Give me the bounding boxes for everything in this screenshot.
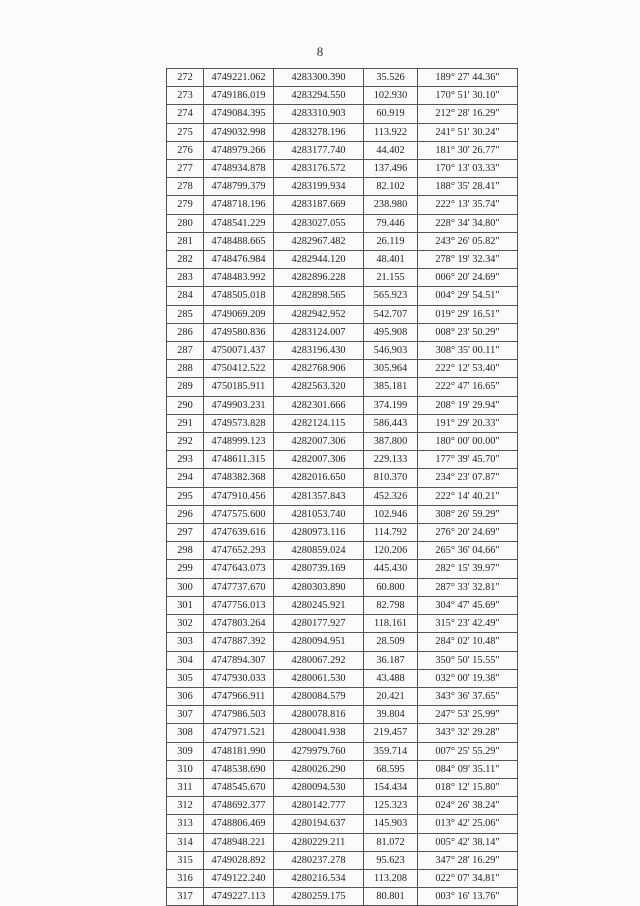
y-coordinate-cell: 4283294.550	[274, 87, 364, 105]
point-number-cell: 314	[167, 833, 204, 851]
table-row	[167, 596, 518, 614]
table-row	[167, 378, 518, 396]
bearing-cell: 024° 26' 38.24"	[418, 797, 518, 815]
y-coordinate-cell: 4282967.482	[274, 232, 364, 250]
x-coordinate-cell: 4747639.616	[204, 524, 274, 542]
table-row	[167, 542, 518, 560]
x-coordinate-cell: 4748799.379	[204, 178, 274, 196]
y-coordinate-cell: 4280229.211	[274, 833, 364, 851]
y-coordinate-cell: 4283278.196	[274, 123, 364, 141]
table-row	[167, 178, 518, 196]
point-number-cell: 309	[167, 742, 204, 760]
y-coordinate-cell: 4280237.278	[274, 851, 364, 869]
point-number-cell: 310	[167, 760, 204, 778]
y-coordinate-cell: 4280061.530	[274, 669, 364, 687]
distance-cell: 26.119	[364, 232, 418, 250]
x-coordinate-cell: 4749573.828	[204, 414, 274, 432]
point-number-cell: 295	[167, 487, 204, 505]
x-coordinate-cell: 4748934.878	[204, 160, 274, 178]
point-number-cell: 294	[167, 469, 204, 487]
bearing-cell: 243° 26' 05.82"	[418, 232, 518, 250]
x-coordinate-cell: 4747966.911	[204, 687, 274, 705]
x-coordinate-cell: 4747971.521	[204, 724, 274, 742]
x-coordinate-cell: 4748488.665	[204, 232, 274, 250]
x-coordinate-cell: 4747756.013	[204, 596, 274, 614]
point-number-cell: 296	[167, 505, 204, 523]
table-row	[167, 797, 518, 815]
x-coordinate-cell: 4747643.073	[204, 560, 274, 578]
x-coordinate-cell: 4747930.033	[204, 669, 274, 687]
bearing-cell: 003° 16' 13.76"	[418, 888, 518, 906]
x-coordinate-cell: 4747575.600	[204, 505, 274, 523]
y-coordinate-cell: 4280194.637	[274, 815, 364, 833]
distance-cell: 80.801	[364, 888, 418, 906]
bearing-cell: 284° 02' 10.48"	[418, 633, 518, 651]
bearing-cell: 308° 35' 00.11"	[418, 342, 518, 360]
bearing-cell: 189° 27' 44.36"	[418, 69, 518, 87]
distance-cell: 118.161	[364, 615, 418, 633]
x-coordinate-cell: 4747986.503	[204, 706, 274, 724]
distance-cell: 137.496	[364, 160, 418, 178]
point-number-cell: 286	[167, 323, 204, 341]
table-row	[167, 560, 518, 578]
y-coordinate-cell: 4282944.120	[274, 251, 364, 269]
bearing-cell: 181° 30' 26.77"	[418, 141, 518, 159]
point-number-cell: 306	[167, 687, 204, 705]
x-coordinate-cell: 4748948.221	[204, 833, 274, 851]
table-row	[167, 760, 518, 778]
point-number-cell: 307	[167, 706, 204, 724]
point-number-cell: 288	[167, 360, 204, 378]
table-row	[167, 851, 518, 869]
y-coordinate-cell: 4281357.843	[274, 487, 364, 505]
point-number-cell: 300	[167, 578, 204, 596]
bearing-cell: 282° 15' 39.97"	[418, 560, 518, 578]
distance-cell: 452.326	[364, 487, 418, 505]
distance-cell: 359.714	[364, 742, 418, 760]
table-row	[167, 833, 518, 851]
bearing-cell: 222° 13' 35.74"	[418, 196, 518, 214]
x-coordinate-cell: 4750412.522	[204, 360, 274, 378]
bearing-cell: 032° 00' 19.38"	[418, 669, 518, 687]
coordinates-table	[166, 68, 518, 906]
distance-cell: 305.964	[364, 360, 418, 378]
table-row	[167, 160, 518, 178]
table-row	[167, 342, 518, 360]
distance-cell: 39.804	[364, 706, 418, 724]
table-row	[167, 487, 518, 505]
x-coordinate-cell: 4749032.998	[204, 123, 274, 141]
table-row	[167, 105, 518, 123]
point-number-cell: 287	[167, 342, 204, 360]
x-coordinate-cell: 4747894.307	[204, 651, 274, 669]
distance-cell: 586.443	[364, 414, 418, 432]
y-coordinate-cell: 4280084.579	[274, 687, 364, 705]
x-coordinate-cell: 4748611.315	[204, 451, 274, 469]
point-number-cell: 301	[167, 596, 204, 614]
y-coordinate-cell: 4283187.669	[274, 196, 364, 214]
distance-cell: 495.908	[364, 323, 418, 341]
x-coordinate-cell: 4748476.984	[204, 251, 274, 269]
y-coordinate-cell: 4279979.760	[274, 742, 364, 760]
bearing-cell: 347° 28' 16.29"	[418, 851, 518, 869]
x-coordinate-cell: 4748483.992	[204, 269, 274, 287]
table-row	[167, 196, 518, 214]
distance-cell: 81.072	[364, 833, 418, 851]
x-coordinate-cell: 4749186.019	[204, 87, 274, 105]
table-row	[167, 396, 518, 414]
y-coordinate-cell: 4282016.650	[274, 469, 364, 487]
x-coordinate-cell: 4749122.240	[204, 869, 274, 887]
table-row	[167, 505, 518, 523]
x-coordinate-cell: 4748505.018	[204, 287, 274, 305]
distance-cell: 114.792	[364, 524, 418, 542]
x-coordinate-cell: 4749069.209	[204, 305, 274, 323]
y-coordinate-cell: 4282301.666	[274, 396, 364, 414]
bearing-cell: 222° 47' 16.65"	[418, 378, 518, 396]
table-row	[167, 687, 518, 705]
y-coordinate-cell: 4282563.320	[274, 378, 364, 396]
x-coordinate-cell: 4748999.123	[204, 433, 274, 451]
point-number-cell: 273	[167, 87, 204, 105]
y-coordinate-cell: 4280026.290	[274, 760, 364, 778]
x-coordinate-cell: 4749084.395	[204, 105, 274, 123]
x-coordinate-cell: 4750071.437	[204, 342, 274, 360]
point-number-cell: 308	[167, 724, 204, 742]
x-coordinate-cell: 4749903.231	[204, 396, 274, 414]
x-coordinate-cell: 4748545.670	[204, 778, 274, 796]
distance-cell: 113.208	[364, 869, 418, 887]
bearing-cell: 222° 14' 40.21"	[418, 487, 518, 505]
point-number-cell: 274	[167, 105, 204, 123]
distance-cell: 43.488	[364, 669, 418, 687]
table-row	[167, 778, 518, 796]
table-row	[167, 251, 518, 269]
x-coordinate-cell: 4747737.670	[204, 578, 274, 596]
point-number-cell: 302	[167, 615, 204, 633]
y-coordinate-cell: 4280067.292	[274, 651, 364, 669]
bearing-cell: 212° 28' 16.29"	[418, 105, 518, 123]
point-number-cell: 278	[167, 178, 204, 196]
distance-cell: 102.930	[364, 87, 418, 105]
table-row	[167, 123, 518, 141]
table-row	[167, 706, 518, 724]
point-number-cell: 311	[167, 778, 204, 796]
bearing-cell: 008° 23' 50.29"	[418, 323, 518, 341]
table-row	[167, 615, 518, 633]
y-coordinate-cell: 4282007.306	[274, 433, 364, 451]
point-number-cell: 279	[167, 196, 204, 214]
distance-cell: 125.323	[364, 797, 418, 815]
y-coordinate-cell: 4280142.777	[274, 797, 364, 815]
bearing-cell: 170° 51' 30.10"	[418, 87, 518, 105]
point-number-cell: 312	[167, 797, 204, 815]
x-coordinate-cell: 4748692.377	[204, 797, 274, 815]
y-coordinate-cell: 4282768.906	[274, 360, 364, 378]
point-number-cell: 313	[167, 815, 204, 833]
bearing-cell: 304° 47' 45.69"	[418, 596, 518, 614]
table-row	[167, 323, 518, 341]
bearing-cell: 343° 36' 37.65"	[418, 687, 518, 705]
table-row	[167, 414, 518, 432]
y-coordinate-cell: 4280259.175	[274, 888, 364, 906]
distance-cell: 21.155	[364, 269, 418, 287]
x-coordinate-cell: 4749028.892	[204, 851, 274, 869]
point-number-cell: 303	[167, 633, 204, 651]
point-number-cell: 281	[167, 232, 204, 250]
distance-cell: 28.509	[364, 633, 418, 651]
y-coordinate-cell: 4283199.934	[274, 178, 364, 196]
table-row	[167, 214, 518, 232]
y-coordinate-cell: 4280094.951	[274, 633, 364, 651]
y-coordinate-cell: 4282898.565	[274, 287, 364, 305]
bearing-cell: 287° 33' 32.81"	[418, 578, 518, 596]
distance-cell: 565.923	[364, 287, 418, 305]
point-number-cell: 315	[167, 851, 204, 869]
bearing-cell: 007° 25' 55.29"	[418, 742, 518, 760]
bearing-cell: 234° 23' 07.87"	[418, 469, 518, 487]
x-coordinate-cell: 4749221.062	[204, 69, 274, 87]
distance-cell: 48.401	[364, 251, 418, 269]
point-number-cell: 285	[167, 305, 204, 323]
point-number-cell: 282	[167, 251, 204, 269]
y-coordinate-cell: 4282942.952	[274, 305, 364, 323]
y-coordinate-cell: 4280041.938	[274, 724, 364, 742]
bearing-cell: 315° 23' 42.49"	[418, 615, 518, 633]
point-number-cell: 298	[167, 542, 204, 560]
distance-cell: 60.800	[364, 578, 418, 596]
table-row	[167, 669, 518, 687]
table-row	[167, 578, 518, 596]
bearing-cell: 350° 50' 15.55"	[418, 651, 518, 669]
distance-cell: 20.421	[364, 687, 418, 705]
page-number: 8	[316, 44, 324, 59]
bearing-cell: 191° 29' 20.33"	[418, 414, 518, 432]
distance-cell: 374.199	[364, 396, 418, 414]
y-coordinate-cell: 4283176.572	[274, 160, 364, 178]
y-coordinate-cell: 4282124.115	[274, 414, 364, 432]
y-coordinate-cell: 4282007.306	[274, 451, 364, 469]
distance-cell: 113.922	[364, 123, 418, 141]
table-row	[167, 469, 518, 487]
bearing-cell: 308° 26' 59.29"	[418, 505, 518, 523]
x-coordinate-cell: 4747887.392	[204, 633, 274, 651]
y-coordinate-cell: 4280859.024	[274, 542, 364, 560]
point-number-cell: 317	[167, 888, 204, 906]
table-row	[167, 815, 518, 833]
x-coordinate-cell: 4748806.469	[204, 815, 274, 833]
x-coordinate-cell: 4748979.266	[204, 141, 274, 159]
table-row	[167, 651, 518, 669]
bearing-cell: 170° 13' 03.33"	[418, 160, 518, 178]
table-row	[167, 633, 518, 651]
coordinates-table-body	[167, 69, 518, 906]
table-row	[167, 69, 518, 87]
table-row	[167, 141, 518, 159]
bearing-cell: 265° 36' 04.66"	[418, 542, 518, 560]
bearing-cell: 343° 32' 29.28"	[418, 724, 518, 742]
table-row	[167, 232, 518, 250]
x-coordinate-cell: 4748538.690	[204, 760, 274, 778]
y-coordinate-cell: 4283300.390	[274, 69, 364, 87]
distance-cell: 79.446	[364, 214, 418, 232]
x-coordinate-cell: 4750185.911	[204, 378, 274, 396]
bearing-cell: 013° 42' 25.06"	[418, 815, 518, 833]
distance-cell: 385.181	[364, 378, 418, 396]
bearing-cell: 018° 12' 15.80"	[418, 778, 518, 796]
x-coordinate-cell: 4747652.293	[204, 542, 274, 560]
distance-cell: 810.370	[364, 469, 418, 487]
bearing-cell: 241° 51' 30.24"	[418, 123, 518, 141]
table-row	[167, 524, 518, 542]
point-number-cell: 280	[167, 214, 204, 232]
bearing-cell: 276° 20' 24.69"	[418, 524, 518, 542]
x-coordinate-cell: 4747910.456	[204, 487, 274, 505]
point-number-cell: 304	[167, 651, 204, 669]
distance-cell: 229.133	[364, 451, 418, 469]
x-coordinate-cell: 4748181.990	[204, 742, 274, 760]
bearing-cell: 180° 00' 00.00"	[418, 433, 518, 451]
bearing-cell: 004° 29' 54.51"	[418, 287, 518, 305]
y-coordinate-cell: 4282896.228	[274, 269, 364, 287]
distance-cell: 120.206	[364, 542, 418, 560]
y-coordinate-cell: 4280177.927	[274, 615, 364, 633]
distance-cell: 35.526	[364, 69, 418, 87]
point-number-cell: 291	[167, 414, 204, 432]
x-coordinate-cell: 4748541.229	[204, 214, 274, 232]
table-row	[167, 87, 518, 105]
y-coordinate-cell: 4283310.903	[274, 105, 364, 123]
bearing-cell: 278° 19' 32.34"	[418, 251, 518, 269]
point-number-cell: 316	[167, 869, 204, 887]
distance-cell: 154.434	[364, 778, 418, 796]
point-number-cell: 276	[167, 141, 204, 159]
distance-cell: 445.430	[364, 560, 418, 578]
table-row	[167, 742, 518, 760]
x-coordinate-cell: 4747803.264	[204, 615, 274, 633]
point-number-cell: 284	[167, 287, 204, 305]
bearing-cell: 177° 39' 45.70"	[418, 451, 518, 469]
point-number-cell: 275	[167, 123, 204, 141]
point-number-cell: 272	[167, 69, 204, 87]
bearing-cell: 247° 53' 25.99"	[418, 706, 518, 724]
table-row	[167, 287, 518, 305]
table-row	[167, 269, 518, 287]
distance-cell: 95.623	[364, 851, 418, 869]
table-row	[167, 451, 518, 469]
distance-cell: 145.903	[364, 815, 418, 833]
table-row	[167, 888, 518, 906]
y-coordinate-cell: 4283177.740	[274, 141, 364, 159]
point-number-cell: 299	[167, 560, 204, 578]
distance-cell: 546.903	[364, 342, 418, 360]
distance-cell: 36.187	[364, 651, 418, 669]
distance-cell: 542.707	[364, 305, 418, 323]
point-number-cell: 305	[167, 669, 204, 687]
bearing-cell: 208° 19' 29.94"	[418, 396, 518, 414]
bearing-cell: 005° 42' 38.14"	[418, 833, 518, 851]
distance-cell: 387.800	[364, 433, 418, 451]
y-coordinate-cell: 4281053.740	[274, 505, 364, 523]
distance-cell: 60.919	[364, 105, 418, 123]
y-coordinate-cell: 4280303.890	[274, 578, 364, 596]
y-coordinate-cell: 4280739.169	[274, 560, 364, 578]
y-coordinate-cell: 4280973.116	[274, 524, 364, 542]
point-number-cell: 290	[167, 396, 204, 414]
distance-cell: 82.798	[364, 596, 418, 614]
table-row	[167, 724, 518, 742]
distance-cell: 68.595	[364, 760, 418, 778]
y-coordinate-cell: 4280216.534	[274, 869, 364, 887]
bearing-cell: 188° 35' 28.41"	[418, 178, 518, 196]
point-number-cell: 277	[167, 160, 204, 178]
point-number-cell: 289	[167, 378, 204, 396]
distance-cell: 219.457	[364, 724, 418, 742]
table-row	[167, 360, 518, 378]
y-coordinate-cell: 4283196.430	[274, 342, 364, 360]
table-row	[167, 869, 518, 887]
distance-cell: 82.102	[364, 178, 418, 196]
point-number-cell: 297	[167, 524, 204, 542]
table-row	[167, 433, 518, 451]
x-coordinate-cell: 4749227.113	[204, 888, 274, 906]
table-row	[167, 305, 518, 323]
bearing-cell: 019° 29' 16.51"	[418, 305, 518, 323]
y-coordinate-cell: 4280078.816	[274, 706, 364, 724]
distance-cell: 102.946	[364, 505, 418, 523]
y-coordinate-cell: 4280094.530	[274, 778, 364, 796]
bearing-cell: 222° 12' 53.40"	[418, 360, 518, 378]
point-number-cell: 283	[167, 269, 204, 287]
x-coordinate-cell: 4748718.196	[204, 196, 274, 214]
y-coordinate-cell: 4283124.007	[274, 323, 364, 341]
bearing-cell: 022° 07' 34.81"	[418, 869, 518, 887]
bearing-cell: 084° 09' 35.11"	[418, 760, 518, 778]
bearing-cell: 228° 34' 34.80"	[418, 214, 518, 232]
point-number-cell: 292	[167, 433, 204, 451]
distance-cell: 238.980	[364, 196, 418, 214]
y-coordinate-cell: 4283027.055	[274, 214, 364, 232]
point-number-cell: 293	[167, 451, 204, 469]
x-coordinate-cell: 4749580.836	[204, 323, 274, 341]
distance-cell: 44.402	[364, 141, 418, 159]
y-coordinate-cell: 4280245.921	[274, 596, 364, 614]
x-coordinate-cell: 4748382.368	[204, 469, 274, 487]
bearing-cell: 006° 20' 24.69"	[418, 269, 518, 287]
